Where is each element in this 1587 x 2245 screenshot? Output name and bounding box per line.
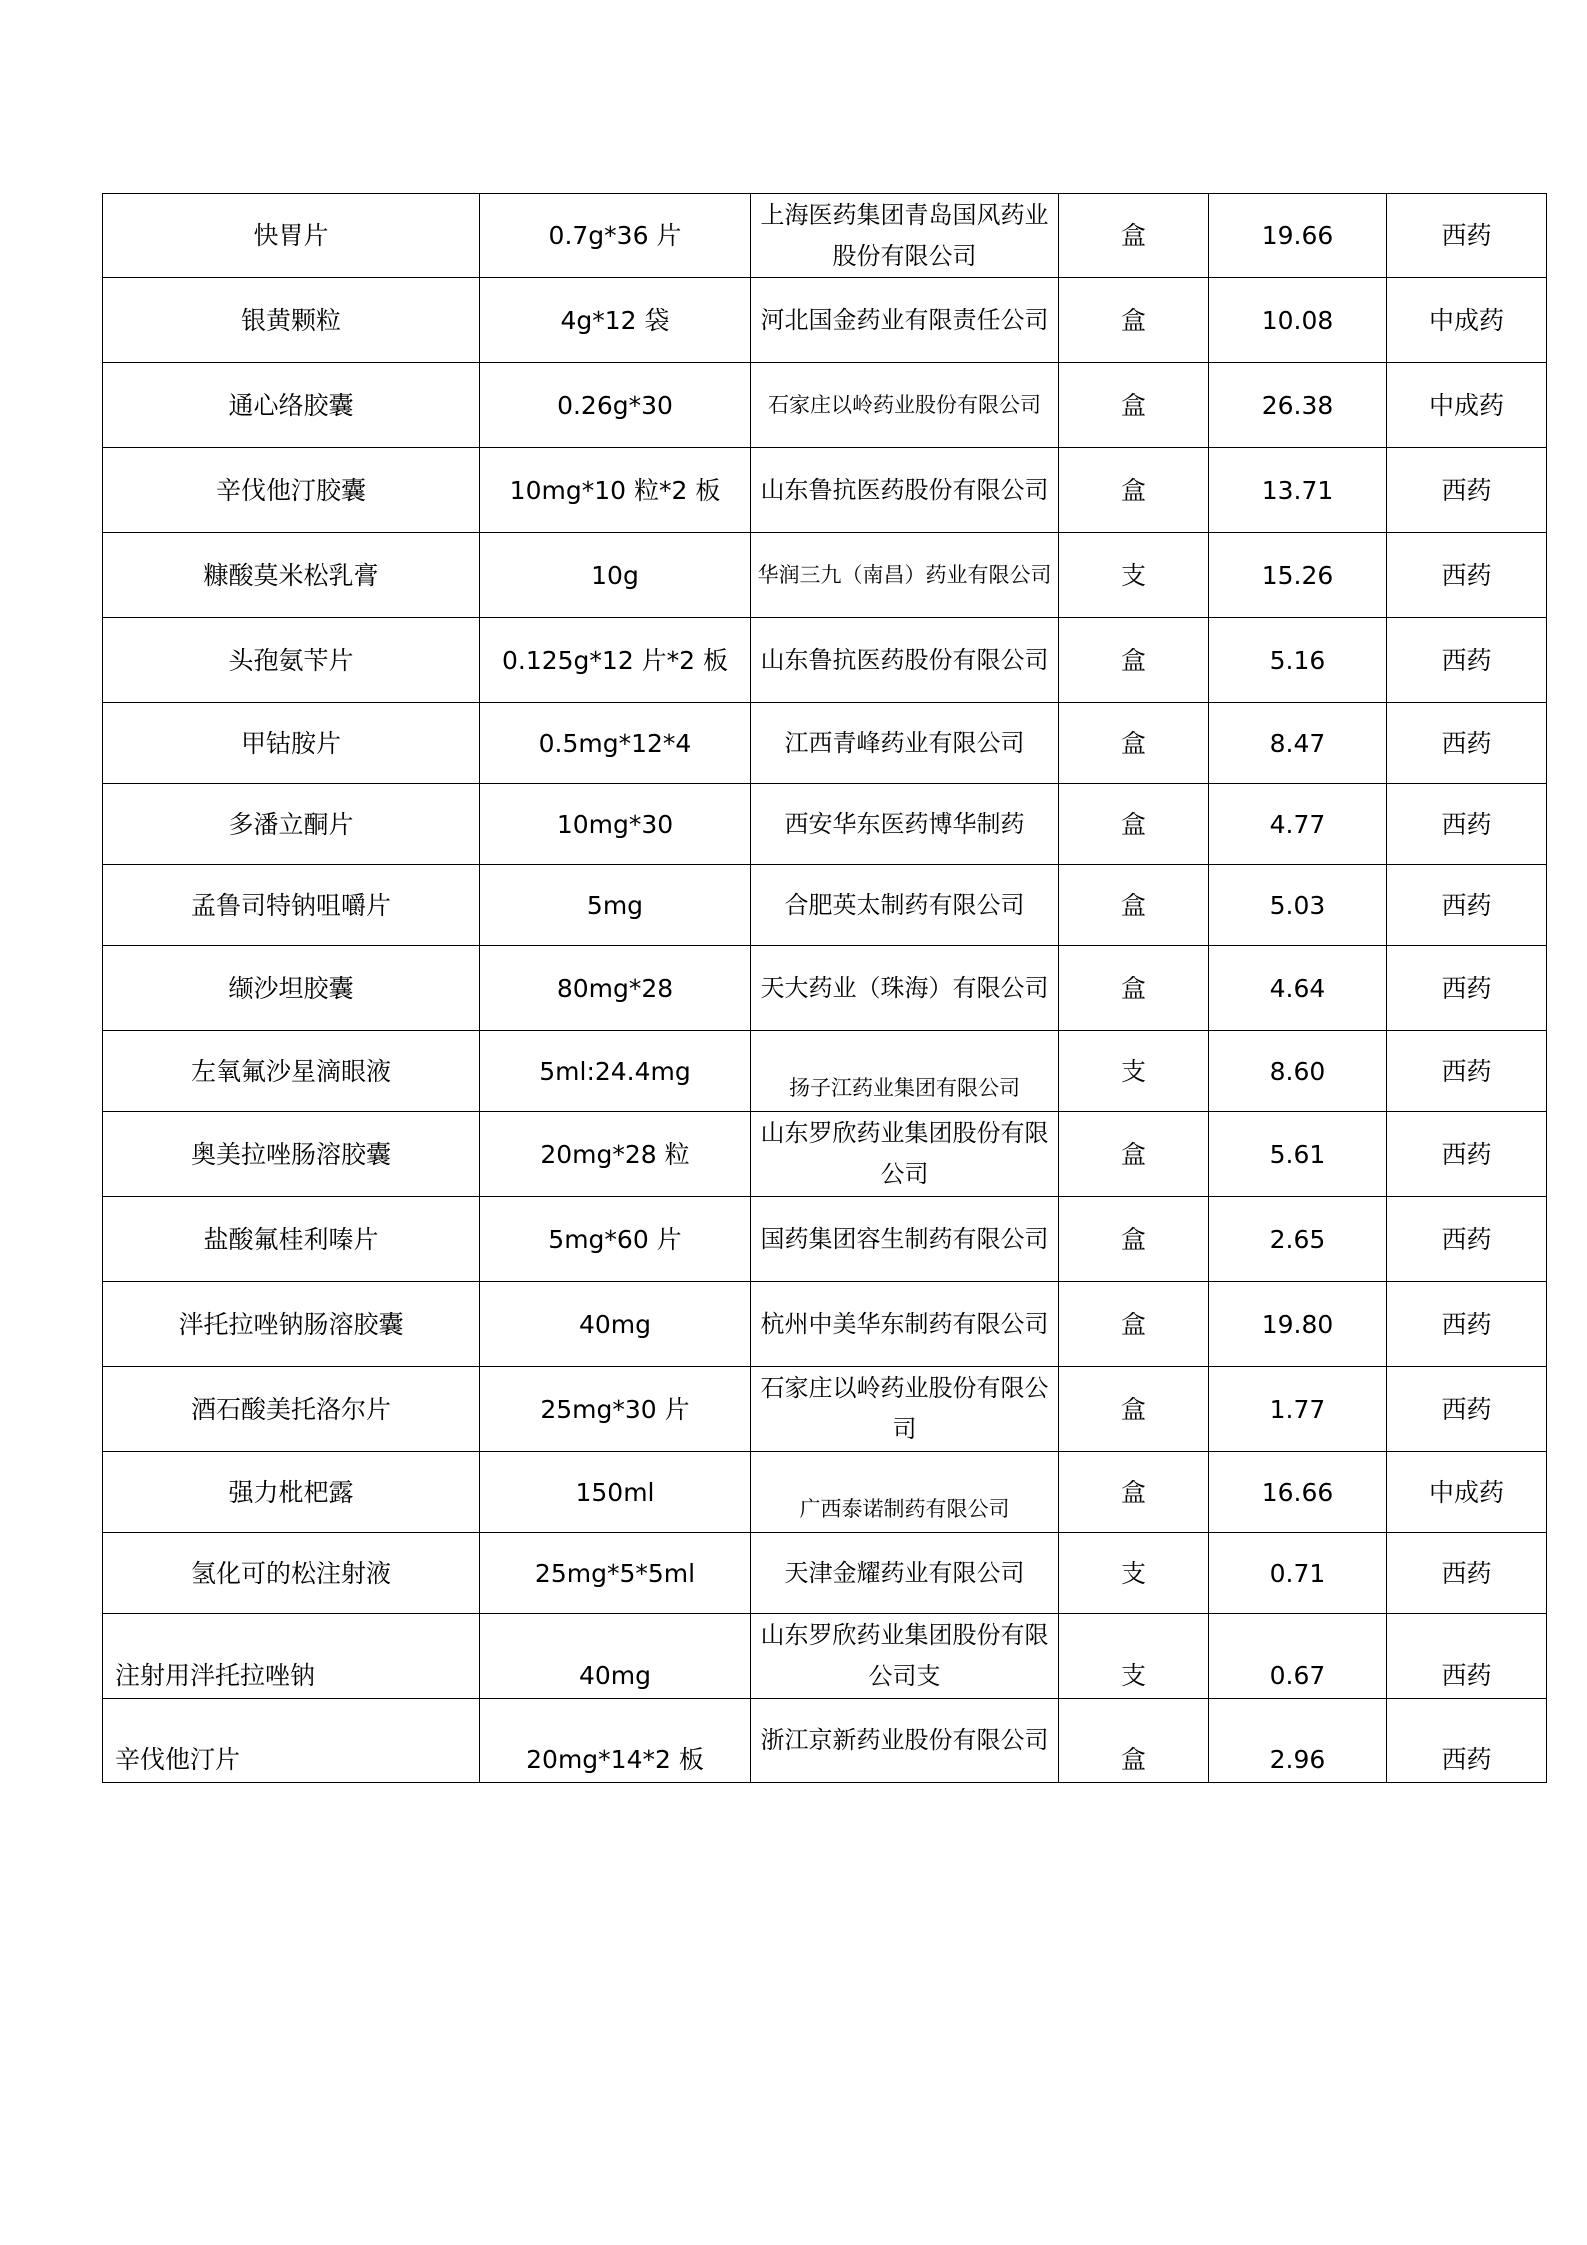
unit: 盒 (1059, 448, 1209, 533)
price: 1.77 (1209, 1367, 1387, 1452)
unit: 盒 (1059, 946, 1209, 1031)
drug-name: 注射用泮托拉唑钠 (103, 1614, 480, 1699)
price: 13.71 (1209, 448, 1387, 533)
unit: 盒 (1059, 1699, 1209, 1783)
manufacturer: 石家庄以岭药业股份有限公司 (751, 363, 1059, 448)
table-row (103, 1197, 1547, 1282)
unit: 盒 (1059, 1452, 1209, 1533)
price: 15.26 (1209, 533, 1387, 618)
manufacturer: 华润三九（南昌）药业有限公司 (751, 533, 1059, 618)
drug-spec: 0.125g*12 片*2 板 (480, 618, 751, 703)
drug-name: 辛伐他汀胶囊 (103, 448, 480, 533)
table-row (103, 865, 1547, 946)
manufacturer: 浙江京新药业股份有限公司 (751, 1699, 1059, 1783)
drug-name: 强力枇杷露 (103, 1452, 480, 1533)
unit: 支 (1059, 1614, 1209, 1699)
price: 19.80 (1209, 1282, 1387, 1367)
category: 西药 (1387, 1197, 1547, 1282)
drug-name: 孟鲁司特钠咀嚼片 (103, 865, 480, 946)
drug-name: 头孢氨苄片 (103, 618, 480, 703)
manufacturer: 扬子江药业集团有限公司 (751, 1031, 1059, 1112)
table-row (103, 703, 1547, 784)
unit: 盒 (1059, 703, 1209, 784)
table-row (103, 1031, 1547, 1112)
category: 中成药 (1387, 278, 1547, 363)
drug-name: 酒石酸美托洛尔片 (103, 1367, 480, 1452)
unit: 盒 (1059, 865, 1209, 946)
drug-spec: 10g (480, 533, 751, 618)
manufacturer: 山东鲁抗医药股份有限公司 (751, 448, 1059, 533)
drug-name: 缬沙坦胶囊 (103, 946, 480, 1031)
price: 16.66 (1209, 1452, 1387, 1533)
drug-spec: 10mg*30 (480, 784, 751, 865)
manufacturer: 河北国金药业有限责任公司 (751, 278, 1059, 363)
price: 4.77 (1209, 784, 1387, 865)
price: 2.96 (1209, 1699, 1387, 1783)
category: 西药 (1387, 1282, 1547, 1367)
drug-name: 多潘立酮片 (103, 784, 480, 865)
drug-name: 糠酸莫米松乳膏 (103, 533, 480, 618)
table-row (103, 1699, 1547, 1783)
unit: 盒 (1059, 278, 1209, 363)
manufacturer: 广西泰诺制药有限公司 (751, 1452, 1059, 1533)
manufacturer: 山东罗欣药业集团股份有限公司 (751, 1112, 1059, 1197)
table-row (103, 1367, 1547, 1452)
manufacturer: 上海医药集团青岛国风药业股份有限公司 (751, 194, 1059, 278)
unit: 支 (1059, 1031, 1209, 1112)
category: 西药 (1387, 533, 1547, 618)
drug-spec: 80mg*28 (480, 946, 751, 1031)
category: 西药 (1387, 194, 1547, 278)
drug-spec: 4g*12 袋 (480, 278, 751, 363)
drug-name: 通心络胶囊 (103, 363, 480, 448)
unit: 盒 (1059, 1282, 1209, 1367)
price: 0.71 (1209, 1533, 1387, 1614)
category: 西药 (1387, 1533, 1547, 1614)
unit: 盒 (1059, 363, 1209, 448)
drug-spec: 150ml (480, 1452, 751, 1533)
table-row (103, 1614, 1547, 1699)
drug-name: 泮托拉唑钠肠溶胶囊 (103, 1282, 480, 1367)
category: 西药 (1387, 784, 1547, 865)
category: 西药 (1387, 1699, 1547, 1783)
table-row (103, 1282, 1547, 1367)
drug-name: 辛伐他汀片 (103, 1699, 480, 1783)
category: 西药 (1387, 1031, 1547, 1112)
unit: 支 (1059, 533, 1209, 618)
table-row (103, 278, 1547, 363)
price: 2.65 (1209, 1197, 1387, 1282)
drug-spec: 25mg*5*5ml (480, 1533, 751, 1614)
manufacturer: 杭州中美华东制药有限公司 (751, 1282, 1059, 1367)
drug-spec: 25mg*30 片 (480, 1367, 751, 1452)
price: 0.67 (1209, 1614, 1387, 1699)
price: 4.64 (1209, 946, 1387, 1031)
category: 西药 (1387, 618, 1547, 703)
category: 西药 (1387, 946, 1547, 1031)
drug-name: 盐酸氟桂利嗪片 (103, 1197, 480, 1282)
category: 中成药 (1387, 1452, 1547, 1533)
manufacturer: 山东罗欣药业集团股份有限公司支 (751, 1614, 1059, 1699)
drug-spec: 40mg (480, 1282, 751, 1367)
drug-name: 快胃片 (103, 194, 480, 278)
price: 26.38 (1209, 363, 1387, 448)
price: 5.61 (1209, 1112, 1387, 1197)
unit: 盒 (1059, 618, 1209, 703)
table-row (103, 946, 1547, 1031)
price: 8.47 (1209, 703, 1387, 784)
manufacturer: 山东鲁抗医药股份有限公司 (751, 618, 1059, 703)
manufacturer: 石家庄以岭药业股份有限公司 (751, 1367, 1059, 1452)
price: 5.03 (1209, 865, 1387, 946)
unit: 盒 (1059, 1197, 1209, 1282)
category: 西药 (1387, 448, 1547, 533)
table-row (103, 1452, 1547, 1533)
table-row (103, 618, 1547, 703)
price: 19.66 (1209, 194, 1387, 278)
table-row (103, 1533, 1547, 1614)
drug-name: 甲钴胺片 (103, 703, 480, 784)
manufacturer: 合肥英太制药有限公司 (751, 865, 1059, 946)
category: 西药 (1387, 1112, 1547, 1197)
category: 西药 (1387, 1367, 1547, 1452)
drug-spec: 0.7g*36 片 (480, 194, 751, 278)
drug-name: 左氧氟沙星滴眼液 (103, 1031, 480, 1112)
category: 西药 (1387, 865, 1547, 946)
unit: 盒 (1059, 194, 1209, 278)
drug-spec: 5mg (480, 865, 751, 946)
drug-name: 银黄颗粒 (103, 278, 480, 363)
manufacturer: 国药集团容生制药有限公司 (751, 1197, 1059, 1282)
table-row (103, 194, 1547, 278)
unit: 支 (1059, 1533, 1209, 1614)
unit: 盒 (1059, 1367, 1209, 1452)
drug-spec: 10mg*10 粒*2 板 (480, 448, 751, 533)
drug-spec: 20mg*28 粒 (480, 1112, 751, 1197)
manufacturer: 天津金耀药业有限公司 (751, 1533, 1059, 1614)
category: 中成药 (1387, 363, 1547, 448)
category: 西药 (1387, 703, 1547, 784)
price: 8.60 (1209, 1031, 1387, 1112)
unit: 盒 (1059, 784, 1209, 865)
drug-name: 氢化可的松注射液 (103, 1533, 480, 1614)
table-row (103, 1112, 1547, 1197)
drug-price-table (102, 193, 1547, 1783)
table-row (103, 363, 1547, 448)
drug-spec: 40mg (480, 1614, 751, 1699)
price: 10.08 (1209, 278, 1387, 363)
drug-spec: 20mg*14*2 板 (480, 1699, 751, 1783)
manufacturer: 江西青峰药业有限公司 (751, 703, 1059, 784)
price: 5.16 (1209, 618, 1387, 703)
unit: 盒 (1059, 1112, 1209, 1197)
category: 西药 (1387, 1614, 1547, 1699)
drug-name: 奥美拉唑肠溶胶囊 (103, 1112, 480, 1197)
manufacturer: 西安华东医药博华制药 (751, 784, 1059, 865)
table-row (103, 448, 1547, 533)
drug-spec: 5mg*60 片 (480, 1197, 751, 1282)
manufacturer: 天大药业（珠海）有限公司 (751, 946, 1059, 1031)
table-row (103, 533, 1547, 618)
table-row (103, 784, 1547, 865)
drug-spec: 5ml:24.4mg (480, 1031, 751, 1112)
drug-spec: 0.26g*30 (480, 363, 751, 448)
drug-spec: 0.5mg*12*4 (480, 703, 751, 784)
